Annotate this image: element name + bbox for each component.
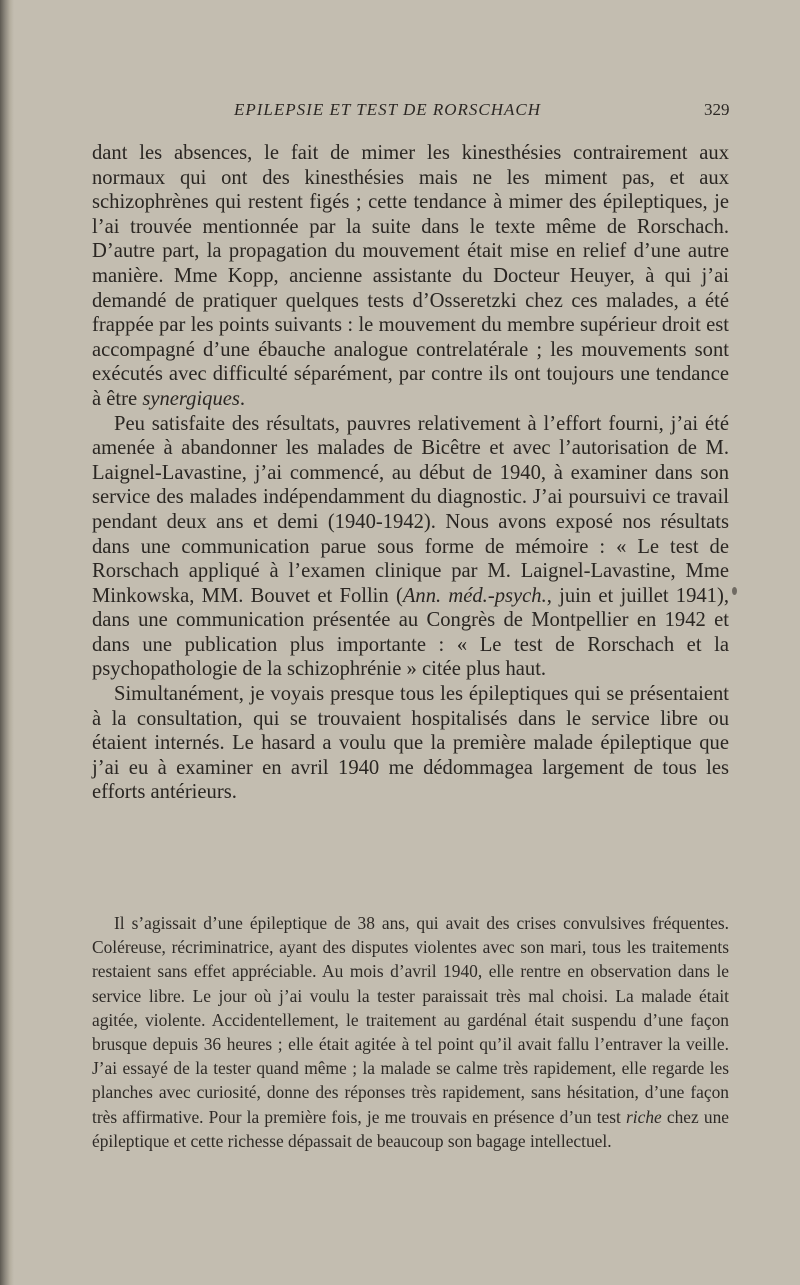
case-observation-end: chez une épileptique et cette richesse dépassait de beaucoup son bagage intellectuel. (92, 1106, 729, 1151)
page-binding-edge (0, 0, 14, 1285)
paragraph-2-citation: Ann. méd.-psych. (402, 584, 547, 607)
running-title: EPILEPSIE ET TEST DE RORSCHACH (234, 100, 542, 119)
paragraph-1-end: . (239, 387, 246, 410)
case-observation-emphasis: riche (626, 1106, 662, 1127)
paragraph-1-text: dant les absences, le fait de mimer les kinesthésies contrairement aux normaux qui ont des kinesthésies mais ne les miment pas, et aux schizophrènes qui restent figés ; cette tendance à mimer des épileptiques, je l’ai trouvée mentionnée par la suite dans le texte même de Rorschach. D’autre part, la propagation du mouvement était mise en relief d’une autre manière. Mme Kopp, ancienne assistante du Docteur Heuyer, à qui j’ai demandé de pratiquer quelques tests d’Osseretzki chez ces malades, a été frappée par les points suivants : le mouvement du membre supérieur droit est accompagné d’une ébauche analogue contrelatérale ; les mouvements sont exécutés avec difficulté séparément, par contre ils ont toujours une tendance à être (92, 142, 729, 410)
paragraph-2-text: Peu satisfaite des résultats, pauvres relativement à l’effort fourni, j’ai été amenée à abandonner les malades de Bicêtre et avec l’autorisation de M. Laignel-Lavastine, j’ai commencé, au début de 1940, à examiner dans son service des malades indépendamment du diagnostic. J’ai poursuivi ce travail pendant deux ans et demi (1940-1942). Nous avons exposé nos résultats dans une communication parue sous forme de mémoire : « Le test de Rorschach appliqué à l’examen clinique par M. Laignel-Lavastine, Mme Minkowska, MM. Bouvet et Follin ( (92, 412, 729, 607)
case-observation (92, 911, 729, 1153)
page-header (0, 100, 800, 124)
paragraph-1 (92, 141, 729, 412)
case-observation-text: Il s’agissait d’une épileptique de 38 ans, qui avait des crises convulsives fréquentes. Coléreuse, récriminatrice, ayant des disputes violentes avec son mari, tous les traitements restaient sans effet appréciable. Au mois d’avril 1940, elle rentre en observation dans le service libre. Le jour où j’ai voulu la tester paraissait très mal choisi. La malade était agitée, violente. Accidentellement, le traitement au gardénal était suspendu d’une façon brusque depuis 36 heures ; elle était agitée à tel point qu’il avait fallu l’entraver la veille. J’ai essayé de la tester quand même ; la malade se calme très rapidement, elle regarde les planches avec curiosité, donne des réponses très rapidement, sans hésitation, d’une façon très affirmative. Pour la première fois, je me trouvais en présence d’un test (92, 913, 729, 1127)
margin-mark (732, 587, 737, 595)
main-text (92, 141, 729, 805)
paragraph-2-end: , juin et juillet 1941), dans une communication présentée au Congrès de Montpellier en 1942 et dans une publication plus importante : « Le test de Rorschach et la psychopathologie de la schizophrénie » citée plus haut. (92, 584, 729, 681)
paragraph-1-emphasis: synergiques (142, 387, 240, 410)
paragraph-2 (92, 412, 729, 683)
paragraph-3: Simultanément, je voyais presque tous les épileptiques qui se présentaient à la consultation, qui se trouvaient hospitalisés dans le service libre ou étaient internés. Le hasard a voulu que la première malade épileptique que j’ai eu à examiner en avril 1940 me dédommagea largement de tous les efforts antérieurs. (92, 683, 729, 804)
page-number: 329 (704, 100, 730, 119)
